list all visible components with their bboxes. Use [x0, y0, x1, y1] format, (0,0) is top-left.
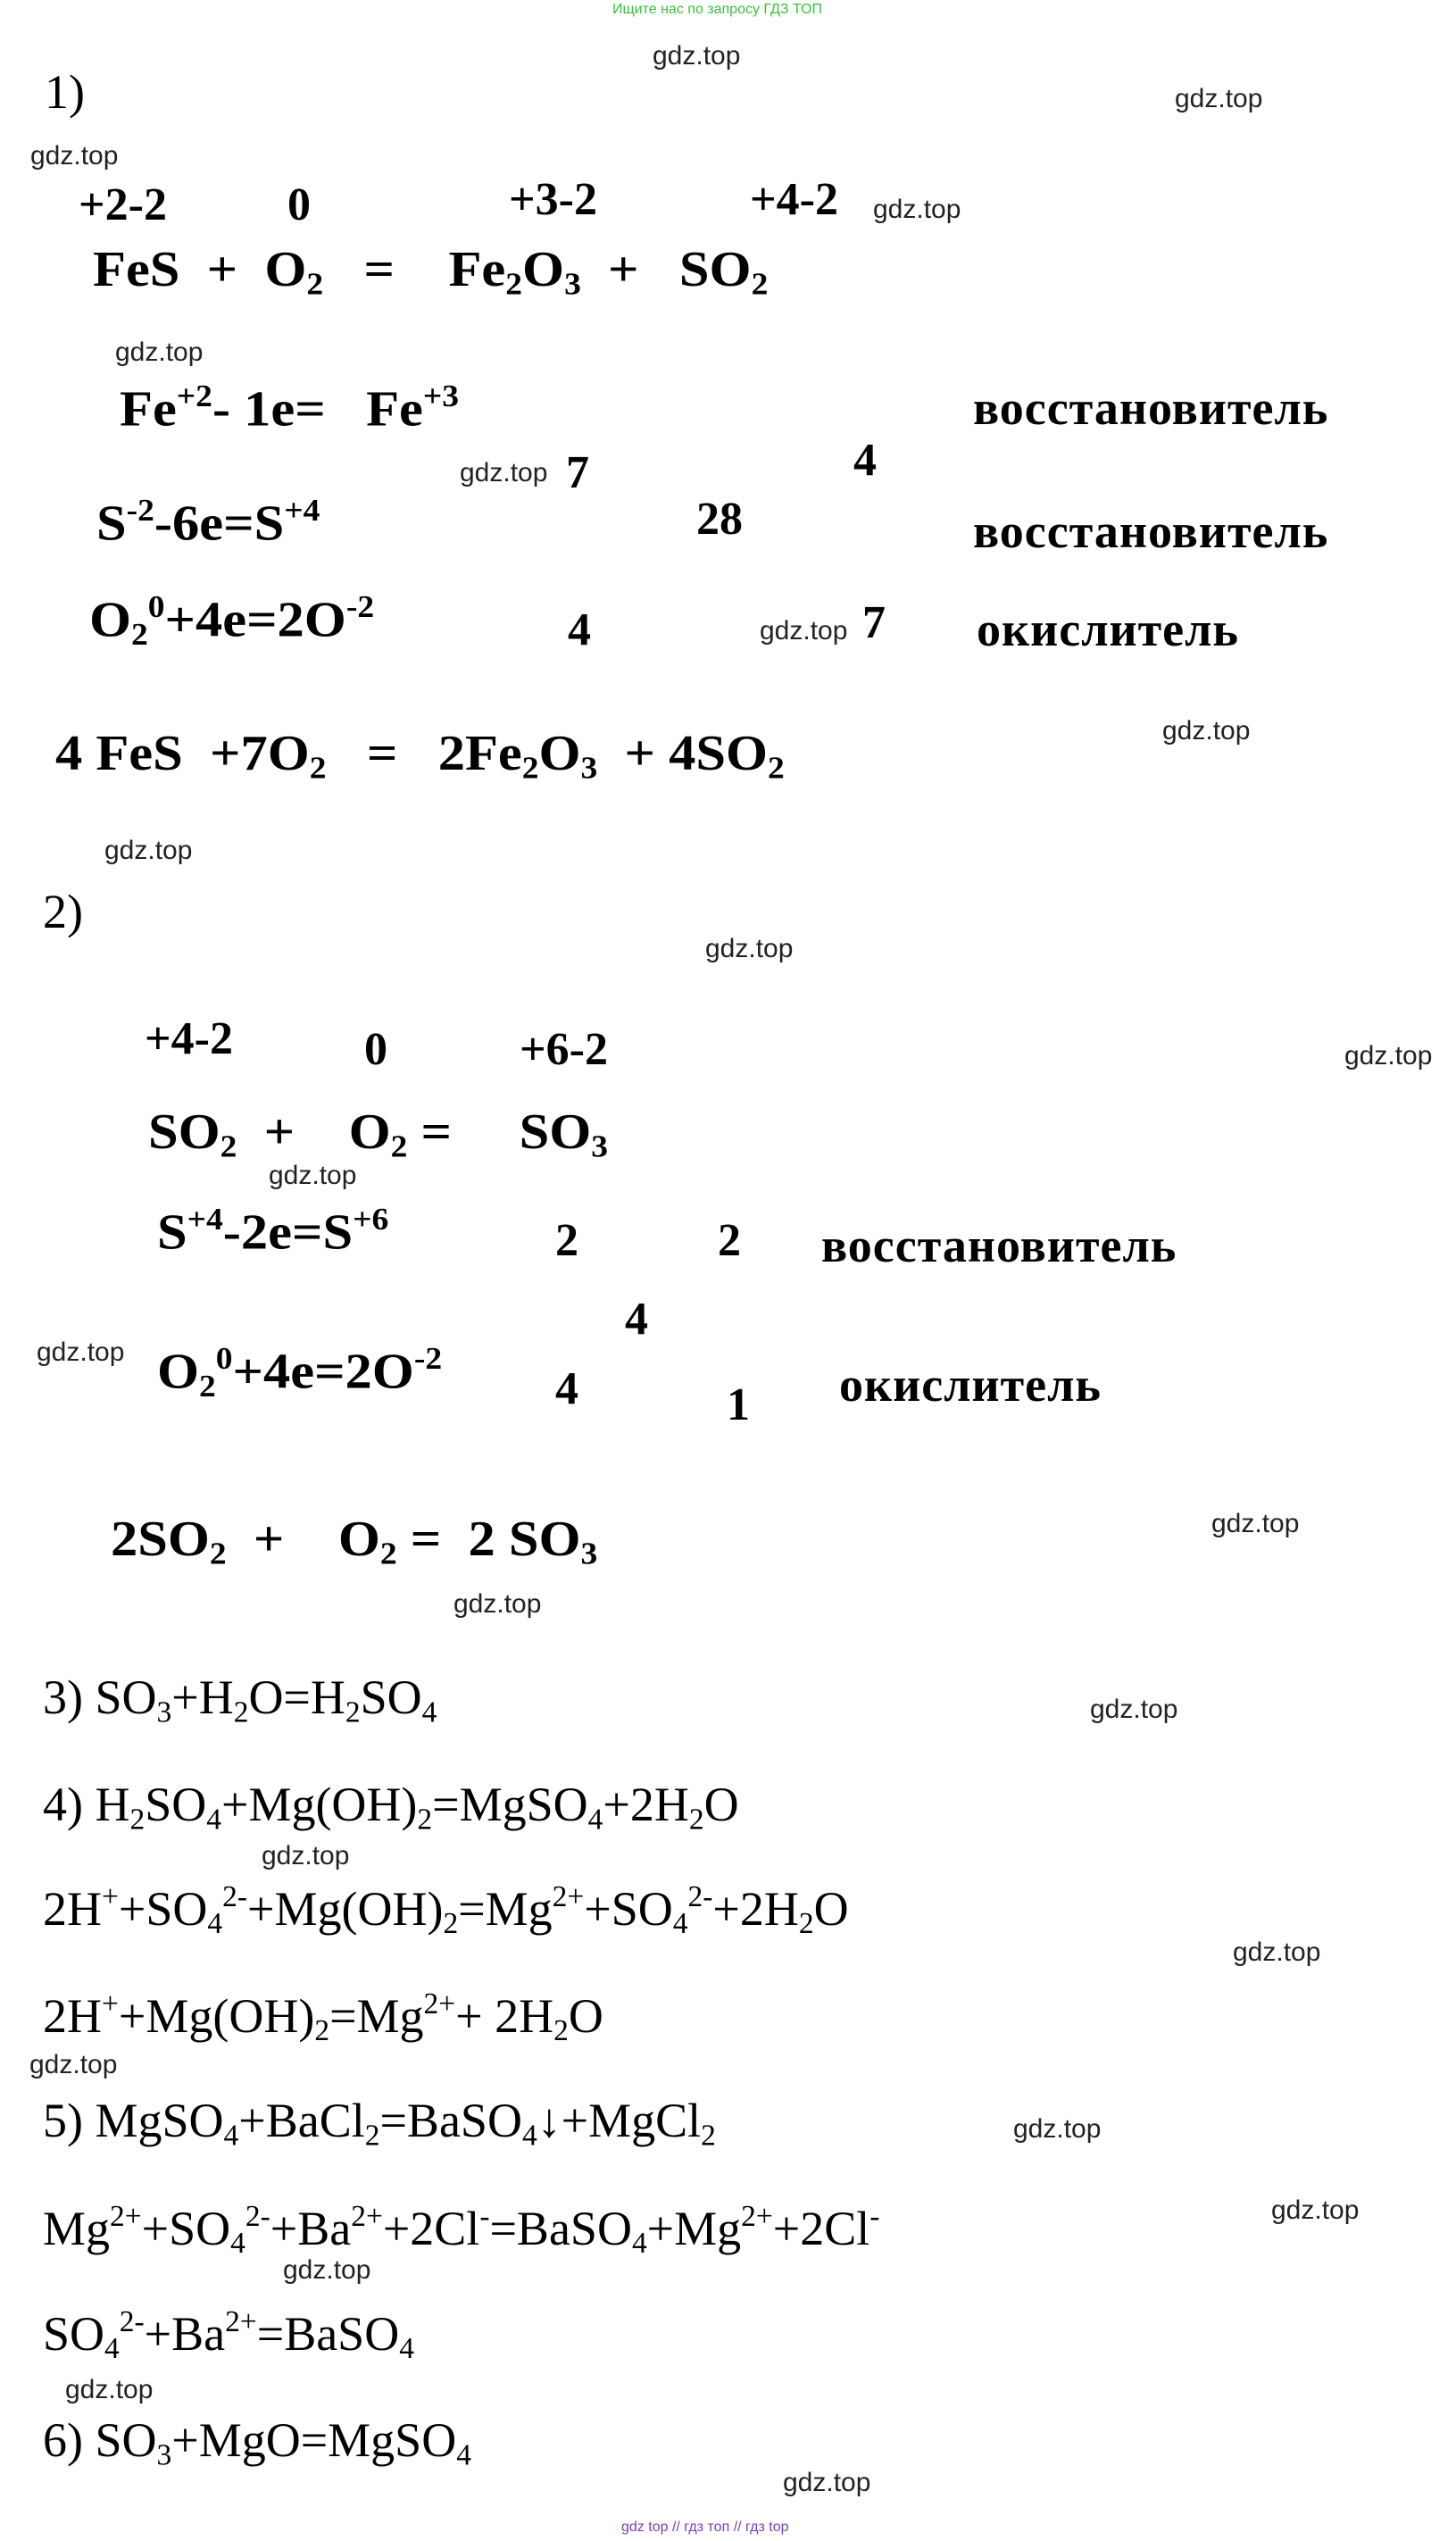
half-reaction-fe: $Fe^{+2}-$ $1e= Fe^{+3}$ — [120, 379, 460, 437]
half-reaction-s: $S^{+4}-2e=S^{+6}$ — [157, 1202, 389, 1261]
equation-4-full-ionic: $2H^++SO_4^{2-}+Mg(OH)_2=Mg^{2+}+SO_4^{2-}+2H_2O$ — [43, 1880, 849, 1941]
equation-5-short-ionic: $SO_4^{2-}+Ba^{2+}=BaSO_4$ — [43, 2305, 414, 2366]
equation-1-balanced: 4 FeS $+7O_2 = 2Fe_2O_3 + 4SO_2$ — [55, 726, 785, 786]
equation-2-skeleton: $SO_2$ + $O_2$ = $SO_3$ — [148, 1104, 609, 1164]
coefficient: 2 — [555, 1215, 578, 1266]
watermark: gdz.top — [1271, 2195, 1360, 2225]
coefficient: 4 — [853, 435, 877, 486]
watermark: gdz.top — [29, 2050, 118, 2079]
equation-5-molecular: 5) MgSO$_4$+BaCl$_2$=BaSO$_4$↓+MgCl$_2$ — [43, 2094, 716, 2153]
equation-4-molecular: 4) $H_2SO_4+Mg(OH)_2=MgSO_4+2H_2O$ — [43, 1778, 739, 1837]
half-reaction-s: $S^{-2}-6e=S^{+4}$ — [96, 493, 320, 552]
coefficient: 1 — [727, 1379, 750, 1430]
section-2-label: 2) — [43, 885, 83, 938]
footer-link[interactable]: гдз top — [745, 2520, 789, 2535]
footer-link[interactable]: гдз топ — [684, 2520, 730, 2535]
role-label: восстановитель — [821, 1219, 1177, 1272]
watermark: gdz.top — [1013, 2114, 1102, 2144]
role-label: окислитель — [977, 603, 1239, 656]
watermark: gdz.top — [262, 1841, 350, 1870]
top-search-link[interactable]: Ищите нас по запросу ГДЗ ТОП — [612, 2, 822, 17]
half-reaction-o: $O_2^0+4e=2O^{-2}$ — [157, 1341, 443, 1404]
watermark: gdz.top — [705, 934, 794, 963]
oxidation-state: 0 — [364, 1024, 387, 1075]
role-label: окислитель — [839, 1358, 1102, 1412]
equation-3: 3) $SO_3+H_2O=H_2SO_4$ — [43, 1670, 437, 1729]
watermark: gdz.top — [104, 836, 193, 865]
oxidation-state: +4-2 — [750, 174, 838, 225]
equation-1-skeleton: FeS + $O_2$ = $Fe_2O_3 + SO_2$ — [93, 242, 769, 302]
watermark: gdz.top — [283, 2255, 371, 2285]
footer-links: gdz top // гдз топ // гдз top — [621, 2520, 789, 2535]
oxidation-state: +6-2 — [520, 1024, 608, 1075]
watermark: gdz.top — [37, 1337, 125, 1367]
coefficient: 2 — [718, 1215, 741, 1266]
watermark: gdz.top — [1175, 84, 1263, 113]
watermark: gdz.top — [783, 2468, 871, 2497]
oxidation-state: +3-2 — [509, 174, 597, 225]
coefficient: 7 — [566, 447, 589, 498]
watermark: gdz.top — [65, 2375, 154, 2404]
role-label: восстановитель — [973, 504, 1329, 558]
oxidation-state: +2-2 — [79, 179, 167, 230]
watermark: gdz.top — [1233, 1937, 1321, 1967]
coefficient: 4 — [568, 604, 591, 655]
equation-2-balanced: $2SO_2$ + $O_2 = 2$ $SO_3$ — [111, 1512, 598, 1571]
section-1-label: 1) — [45, 65, 85, 119]
footer-link[interactable]: gdz top — [621, 2520, 669, 2535]
watermark: gdz.top — [453, 1589, 542, 1619]
role-label: восстановитель — [973, 381, 1329, 435]
coefficient: 7 — [862, 597, 886, 648]
watermark: gdz.top — [653, 41, 741, 71]
watermark: gdz.top — [1344, 1041, 1433, 1071]
watermark: gdz.top — [760, 616, 848, 646]
watermark: gdz.top — [1211, 1509, 1300, 1538]
watermark: gdz.top — [460, 458, 548, 487]
equation-4-short-ionic: $2H^++Mg(OH)_2=Mg^{2+}+ 2H_2O$ — [43, 1987, 603, 2048]
watermark: gdz.top — [1162, 716, 1251, 746]
watermark: gdz.top — [115, 337, 204, 367]
half-reaction-o: $O_2^0+4e=2O^{-2}$ — [89, 589, 375, 653]
lcm: 28 — [696, 494, 743, 545]
oxidation-state: +4-2 — [145, 1013, 233, 1064]
watermark: gdz.top — [269, 1161, 357, 1190]
watermark: gdz.top — [1090, 1695, 1178, 1724]
watermark: gdz.top — [873, 195, 961, 224]
watermark: gdz.top — [30, 141, 119, 171]
oxidation-state: 0 — [287, 179, 311, 230]
coefficient: 4 — [555, 1363, 578, 1414]
equation-5-full-ionic: $Mg^{2+}+SO_4^{2-}+Ba^{2+}+2Cl^-=BaSO_4+Mg^{2+}+2Cl^-$ — [43, 2200, 880, 2261]
lcm: 4 — [625, 1294, 648, 1345]
equation-6: 6) $SO_3+MgO=MgSO_4$ — [43, 2413, 471, 2472]
